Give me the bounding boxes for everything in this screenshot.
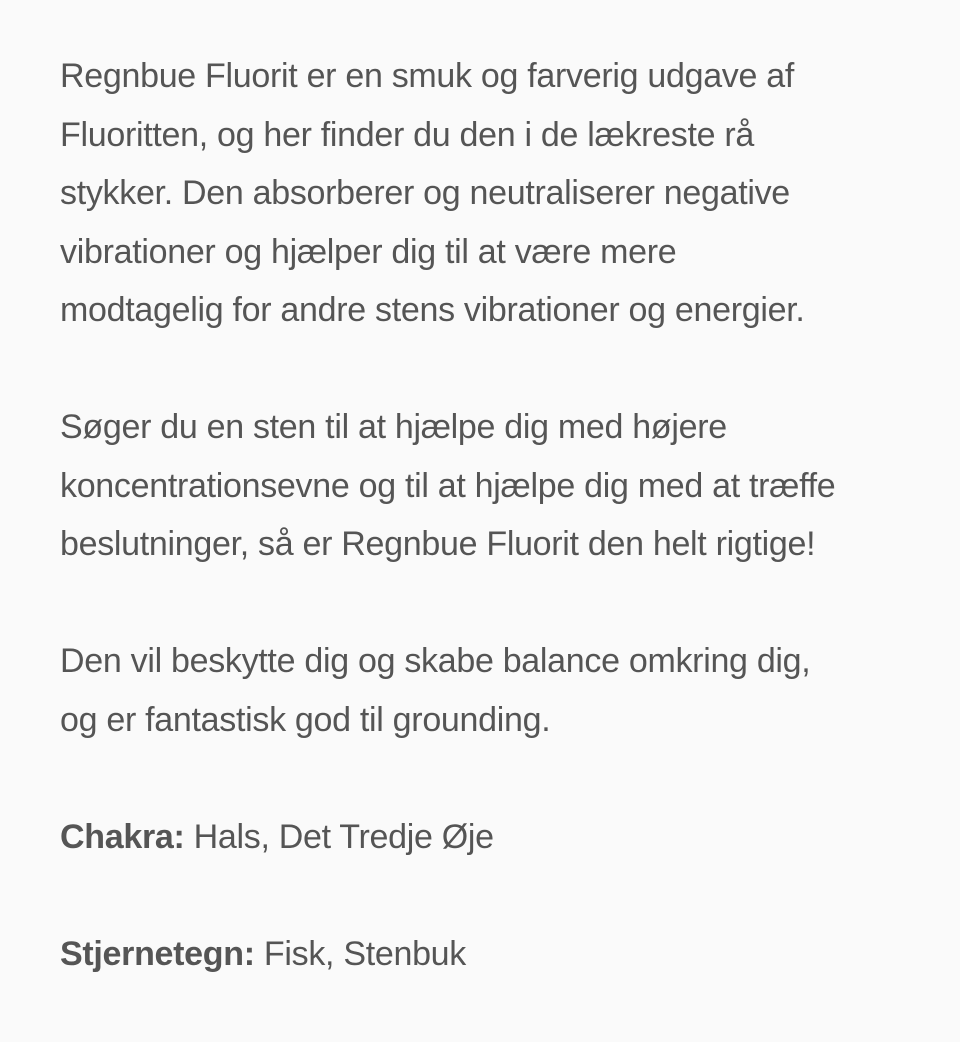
chakra-spec (60, 808, 940, 867)
zodiac-label: Stjernetegn: (60, 934, 255, 973)
chakra-label: Chakra: (60, 817, 185, 856)
description-paragraph-2: Søger du en sten til at hjælpe dig med højere koncentrationsevne og til at hjælpe dig med at træffe beslutninger, så er Regnbue Fluorit den helt rigtige! (60, 408, 836, 563)
chakra-value: Hals, Det Tredje Øje (184, 817, 494, 856)
zodiac-value: Fisk, Stenbuk (254, 934, 466, 973)
product-description (60, 47, 940, 1042)
description-paragraph-3: Den vil beskytte dig og skabe balance omkring dig, og er fantastisk god til grounding. (60, 642, 811, 739)
description-paragraph-1: Regnbue Fluorit er en smuk og farverig udgave af Fluoritten, og her finder du den i de lækreste rå stykker. Den absorberer og neutraliserer negative vibrationer og hjælper dig til at være mere modtagelig for andre stens vibrationer og energier. (60, 57, 805, 329)
zodiac-spec (60, 925, 940, 984)
